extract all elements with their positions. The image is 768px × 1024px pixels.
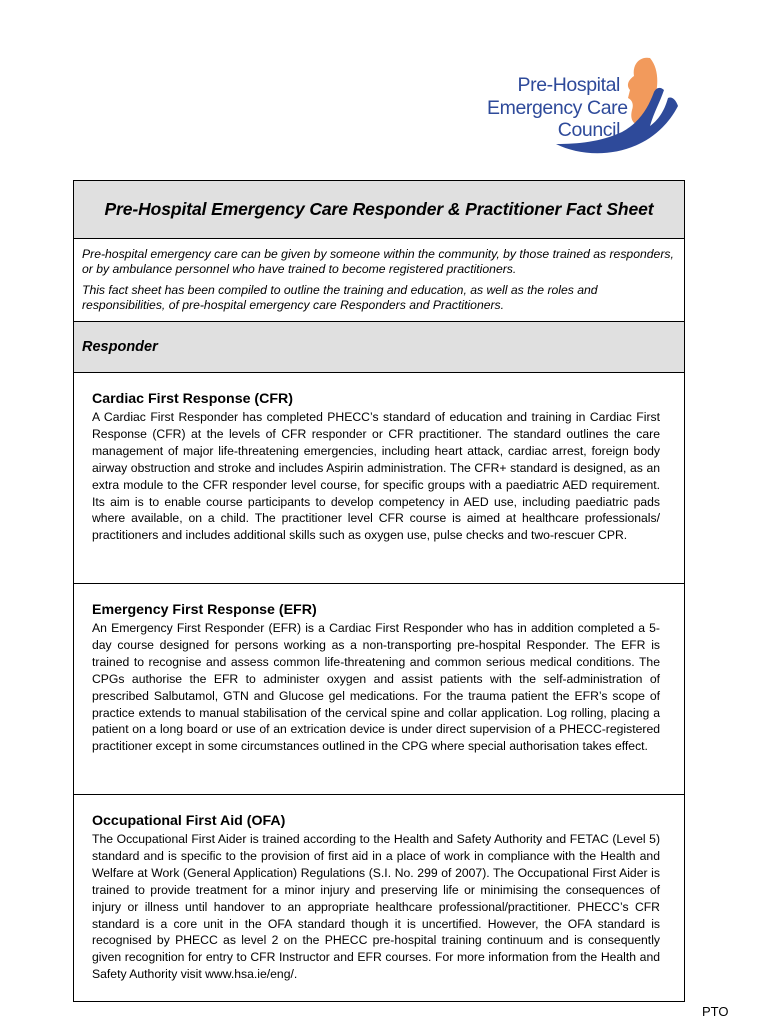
- cfr-section: [74, 373, 684, 584]
- section-heading: Responder: [82, 339, 158, 355]
- efr-body: An Emergency First Responder (EFR) is a Cardiac First Responder who has in addition completed a 5-day course designed for persons working as a non-transporting pre-hospital Responder. The EFR is trained to recognise and assess common life-threatening and common serious medical conditions. The CPGs authorise the EFR to administer oxygen and assist patients with the self-administration of prescribed Salbutamol, GTN and Glucose gel medications. For the trauma patient the EFR’s scope of practice extends to manual stabilisation of the cervical spine and collar application. Log rolling, placing a patient on a long board or use of an extrication device is under direct supervision of a PHECC-registered practitioner except in some circumstances outlined in the CPG where special authorisation takes effect.: [92, 621, 660, 754]
- intro-paragraph-1: Pre-hospital emergency care can be given by someone within the community, by those trained as responders, or by ambulance personnel who have trained to become registered practitioners.: [82, 247, 674, 276]
- ofa-body: The Occupational First Aider is trained according to the Health and Safety Authority and FETAC (Level 5) standard and is specific to the provision of first aid in a place of work in compliance with the Health and Welfare at Work (General Application) Regulations (S.I. No. 299 of 2007). The Occupational First Aider is trained to provide treatment for a minor injury and preserving life or minimising the consequences of injury or illness until handover to an appropriate healthcare professional/practitioner. PHECC’s CFR standard is a core unit in the OFA standard though it is uncertified. However, the OFA standard is recognised by PHECC as level 2 on the PHECC pre-hospital training continuum and is consequently given recognition for entry to CFR Instructor and EFR courses. For more information from the Health and Safety Authority visit www.hsa.ie/eng/.: [92, 832, 660, 982]
- ofa-heading: Occupational First Aid (OFA): [92, 813, 286, 829]
- logo-line-2: Emergency Care: [487, 96, 628, 119]
- efr-section: [74, 584, 684, 795]
- page-title: Pre-Hospital Emergency Care Responder & Practitioner Fact Sheet: [104, 199, 654, 219]
- section-heading-bar: [74, 322, 684, 373]
- efr-heading: Emergency First Response (EFR): [92, 602, 317, 618]
- logo-line-1: Pre-Hospital: [517, 74, 620, 96]
- ofa-section: [74, 795, 684, 1003]
- cfr-heading: Cardiac First Response (CFR): [92, 391, 294, 407]
- pto-label: PTO: [702, 1004, 729, 1019]
- phecc-logo: [482, 52, 692, 162]
- logo-line-3: Council: [557, 119, 620, 141]
- title-bar: [74, 181, 684, 239]
- cfr-body: A Cardiac First Responder has completed PHECC’s standard of education and training in Cardiac First Response (CFR) at the levels of CFR responder or CFR practitioner. The standard outlines the care management of major life-threatening emergencies, including heart attack, cardiac arrest, foreign body airway obstruction and stroke and includes Aspirin administration. The CFR+ standard is designed, as an extra module to the CFR responder level course, for specific groups with a paediatric AED requirement. Its aim is to enable course participants to develop competency in AED use, including paediatric pads where available, on a child. The practitioner level CFR course is aimed at healthcare professionals/ practitioners and includes additional skills such as oxygen use, pulse checks and two-rescuer CPR.: [92, 410, 660, 543]
- intro-block: [74, 239, 684, 322]
- intro-paragraph-2: This fact sheet has been compiled to outline the training and education, as well as the roles and responsibilities, of pre-hospital emergency care Responders and Practitioners.: [82, 283, 598, 312]
- logo-wordmark: [487, 74, 628, 142]
- fact-sheet-frame: [73, 180, 685, 1002]
